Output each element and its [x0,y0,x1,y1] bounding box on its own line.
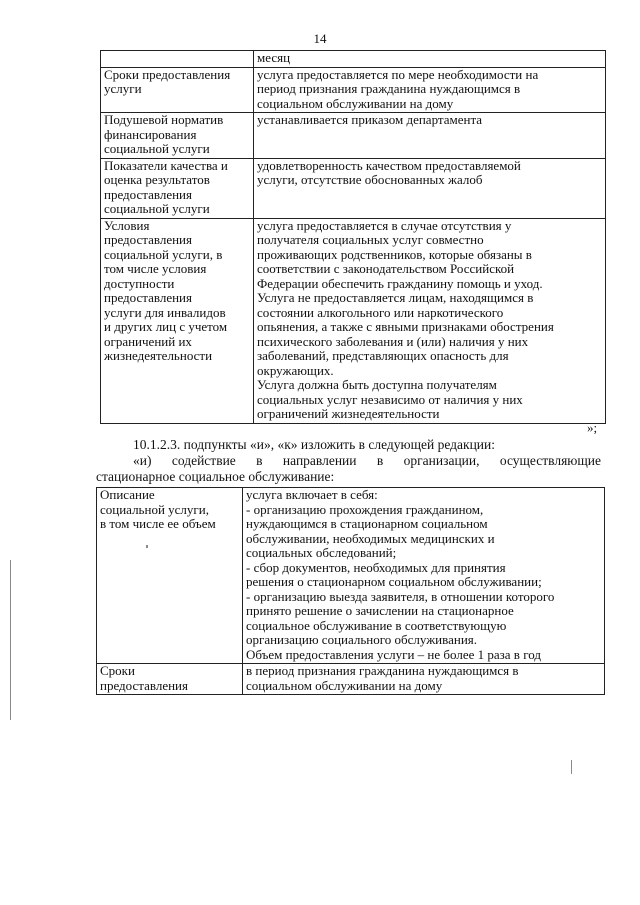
cell-text-line: и других лиц с учетом [104,319,228,334]
cell-text-line: Объем предоставления услуги – не более 1 раза в год [246,646,541,662]
cell-text-line: заболеваний, представляющих опасность для [257,348,509,363]
row-value-cell [243,664,605,695]
subitem-i-paragraph-continuation: стационарное социальное обслуживание: [96,469,335,484]
row-value-cell [243,488,605,664]
paragraph-word: содействие [171,453,236,468]
cell-text-line: услуга предоставляется в случае отсутствия у [257,217,512,233]
table-row [101,67,606,113]
cell-text-line: предоставления [100,677,188,693]
cell-text-line: социальной услуги, [100,501,209,517]
closing-quote: »; [587,420,598,435]
paragraph-word: «и) [133,453,152,468]
cell-text-line: принято решение о зачислении на стационарное [246,603,514,618]
row-label-cell [97,664,243,695]
row-label-cell [101,67,254,113]
paragraph-word: в [256,453,263,468]
cell-text-line: социальном обслуживании на дому [246,677,443,693]
cell-text-line: услуги, отсутствие обоснованных жалоб [257,172,483,187]
cell-text-line: Услуга не предоставляется лицам, находящимся в [257,290,534,305]
row-label-cell [101,218,254,423]
cell-text-line: проживающих родственников, которые обязаны в [257,246,532,262]
cell-text-line: период признания гражданина нуждающимся в [257,81,521,96]
service-table-new [96,487,605,695]
cell-text-line: состоянии алкогольного или наркотического [257,304,504,320]
cell-text-line: предоставления [104,232,192,247]
cell-text-line: организацию социального обслуживания. [246,632,478,647]
cell-text-line: Сроки предоставления [104,66,231,82]
cell-text-line: социальное обслуживание в соответствующую [246,617,507,633]
table-row [97,664,605,695]
cell-text-line: устанавливается приказом департамента [257,112,483,127]
cell-text-line: социальной услуги [104,141,210,156]
cell-text-line: социальной услуги, в [104,246,223,262]
table-body [101,51,606,424]
cell-text-line: Описание [100,487,155,502]
cell-text-line: решения о стационарном социальном обслуживании; [246,574,542,589]
cell-text-line: услуга предоставляется по мере необходимости на [257,66,539,82]
table-row [97,488,605,664]
cell-text-line: оценка результатов [104,172,210,187]
cell-text-line: Показатели качества и [104,157,228,173]
cell-text-line: нуждающимся в стационарном социальном [246,516,488,531]
scan-artifact-mark [146,545,148,548]
cell-text-line: Условия [104,217,150,233]
cell-text-line: социальных услуг независимо от наличия у них [257,391,523,407]
cell-text-line: - организацию прохождения гражданином, [246,501,484,517]
cell-text-line: в период признания гражданина нуждающимся в [246,663,519,678]
paragraph-word: осуществляющие [499,453,601,468]
cell-text-line: ограничений жизнедеятельности [257,406,440,421]
row-label-cell [101,113,254,159]
row-value-cell [254,218,606,423]
cell-text-line: жизнедеятельности [104,348,213,363]
scan-artifact-mark [10,560,11,720]
cell-text-line: окружающих. [257,362,334,378]
cell-text-line: услуги для инвалидов [104,304,226,320]
row-value-cell [254,113,606,159]
cell-text-line: психического заболевания и (или) наличия у них [257,333,529,349]
cell-text-line: ограничений их [104,333,192,349]
table-row [101,158,606,218]
cell-text-line: Федерации обеспечить гражданину помощь и уход. [257,275,543,291]
cell-text-line: доступности [104,275,175,291]
row-value-cell [254,67,606,113]
cell-text-line: - сбор документов, необходимых для принятия [246,559,506,575]
cell-text-line: соответствии с законодательством Российской [257,261,515,276]
row-value-cell [254,51,606,68]
paragraph-word: в [376,453,384,468]
cell-text-line: Услуга должна быть доступна получателям [257,377,497,392]
cell-text-line: в том числе ее объем [100,516,216,531]
row-label-cell [101,51,254,68]
cell-text-line: предоставления [104,186,192,202]
cell-text-line: том числе условия [104,261,207,276]
paragraph-word: организации, [403,453,480,468]
subitem-i-paragraph [133,453,601,469]
cell-text-line: - организацию выезда заявителя, в отношении которого [246,588,555,604]
page-number: 14 [313,31,327,46]
cell-text-line: финансирования [104,126,197,142]
row-value-cell [254,158,606,218]
cell-text-line: месяц [257,50,291,65]
row-label-cell [97,488,243,664]
table-row [101,113,606,159]
scan-artifact-mark [571,760,572,774]
cell-text-line: услуги [104,81,142,96]
cell-text-line: предоставления [104,290,192,305]
table-body [97,488,605,695]
cell-text-line: Подушевой норматив [104,112,224,127]
cell-text-line: обслуживании, необходимых медицинских и [246,530,495,546]
paragraph-word: направлении [282,453,357,468]
service-table-continued [100,50,606,424]
cell-text-line: Сроки [100,663,135,678]
cell-text-line: социальном обслуживании на дому [257,95,454,111]
table-row [101,51,606,68]
cell-text-line: получателя социальных услуг совместно [257,232,484,247]
cell-text-line: услуга включает в себя: [246,487,378,502]
cell-text-line: удовлетворенность качеством предоставляемой [257,157,521,173]
amendment-paragraph: 10.1.2.3. подпункты «и», «к» изложить в следующей редакции: [133,437,495,452]
row-label-cell [101,158,254,218]
table-row [101,218,606,423]
cell-text-line: опьянения, а также с явными признаками обострения [257,319,554,334]
cell-text-line: социальных обследований; [246,545,397,560]
cell-text-line: социальной услуги [104,201,210,216]
